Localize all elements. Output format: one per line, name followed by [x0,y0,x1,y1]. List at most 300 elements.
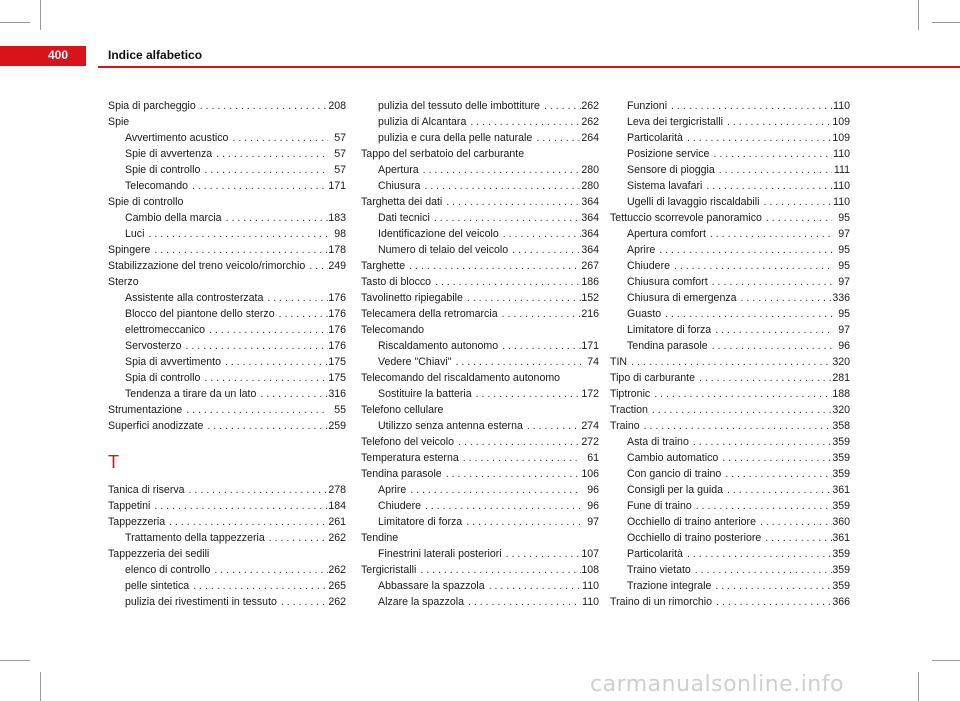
index-entry [361,290,599,306]
index-subentry [361,98,599,114]
index-entry [108,402,346,418]
entry-page-number: 57 [334,164,346,176]
entry-term: Chiusura [378,180,421,192]
dot-leader [761,530,832,546]
dot-leader [277,594,328,610]
dot-leader [661,306,832,322]
entry-page-number: 97 [838,228,850,240]
entry-page-number: 262 [328,564,346,576]
index-subentry [361,354,599,370]
index-subentry [610,514,850,530]
dot-leader [430,210,581,226]
index-entry [108,482,346,498]
entry-term: Tanica di riserva [108,484,185,496]
index-subentry [108,162,346,178]
index-column-3 [610,98,850,610]
index-subentry [610,162,850,178]
index-entry [610,354,850,370]
dot-leader [205,322,328,338]
index-entry [108,418,346,434]
entry-page-number: 95 [838,260,850,272]
dot-leader [144,226,328,242]
entry-page-number: 364 [581,228,599,240]
entry-page-number: 109 [832,116,850,128]
entry-term: Tappezzeria [108,516,166,528]
entry-page-number: 107 [581,548,599,560]
index-subentry [361,178,599,194]
dot-leader [466,114,581,130]
index-subentry [108,306,346,322]
entry-term: Avvertimento acustico [125,132,229,144]
entry-page-number: 262 [328,596,346,608]
dot-leader [683,546,832,562]
entry-term: Identificazione del veicolo [378,228,499,240]
index-subentry [610,274,850,290]
index-entry [361,466,599,482]
index-subentry [610,226,850,242]
index-entry [361,562,599,578]
entry-term: elenco di controllo [125,564,211,576]
index-subentry [361,578,599,594]
dot-leader [416,562,581,578]
index-subentry [610,114,850,130]
index-subentry [610,578,850,594]
dot-leader [212,146,328,162]
index-subentry [361,226,599,242]
dot-leader [502,546,581,562]
entry-page-number: 57 [334,148,346,160]
index-subentry [610,338,850,354]
entry-page-number: 249 [328,260,346,272]
index-subentry [361,338,599,354]
entry-term: Luci [125,228,145,240]
entry-term: Tendenza a tirare da un lato [125,388,257,400]
index-subentry [108,530,346,546]
entry-term: Aprire [627,244,656,256]
index-heading: Telecomando del riscaldamento autonomo [361,372,561,384]
entry-page-number: 176 [328,308,346,320]
entry-page-number: 110 [833,148,850,160]
entry-term: Sostituire la batteria [378,388,472,400]
dot-leader [188,178,328,194]
dot-leader [305,258,328,274]
dot-leader [695,370,832,386]
entry-page-number: 175 [328,372,346,384]
dot-leader [464,594,581,610]
crop-mark [40,0,41,30]
entry-term: Tendina parasole [361,468,442,480]
entry-page-number: 98 [334,228,346,240]
index-subentry [361,210,599,226]
entry-page-number: 176 [328,292,346,304]
index-subentry [610,322,850,338]
entry-term: Aprire [378,484,407,496]
entry-term: Spia di parcheggio [108,100,196,112]
dot-leader [165,514,328,530]
index-subentry [610,306,850,322]
entry-page-number: 359 [832,452,850,464]
dot-leader [523,418,581,434]
dot-leader [691,562,832,578]
crop-mark [918,672,919,701]
index-heading: Tappezzeria dei sedili [108,548,210,560]
entry-term: Particolarità [627,132,683,144]
dot-leader [655,242,832,258]
header-title-area [98,46,960,66]
dot-leader [670,258,832,274]
dot-leader [405,258,581,274]
index-subentry [610,562,850,578]
index-entry [108,242,346,258]
entry-page-number: 364 [581,244,599,256]
dot-leader [756,514,832,530]
index-subentry [610,258,850,274]
dot-leader [648,402,832,418]
entry-term: Trattamento della tappezzeria [125,532,265,544]
dot-leader [196,98,328,114]
index-entry [108,258,346,274]
index-entry [610,594,850,610]
index-entry [361,258,599,274]
index-entry [361,434,599,450]
dot-leader [472,386,581,402]
entry-page-number: 281 [832,372,850,384]
dot-leader [451,354,581,370]
entry-page-number: 55 [334,404,346,416]
index-subentry [361,386,599,402]
dot-leader [692,498,832,514]
entry-page-number: 272 [581,436,599,448]
entry-term: pulizia dei rivestimenti in tessuto [125,596,277,608]
entry-term: pulizia e cura della pelle naturale [378,132,533,144]
entry-term: Traino vietato [627,564,691,576]
entry-page-number: 359 [832,564,850,576]
entry-term: Blocco del piantone dello sterzo [125,308,275,320]
index-entry [361,306,599,322]
dot-leader [185,482,328,498]
entry-term: Spie di controllo [125,164,201,176]
dot-leader [721,466,832,482]
dot-leader [718,450,832,466]
entry-term: Occhiello di traino anteriore [627,516,756,528]
dot-leader [650,386,832,402]
entry-page-number: 96 [587,484,599,496]
entry-page-number: 265 [328,580,346,592]
index-heading: Spie di controllo [108,196,184,208]
header-gap [86,46,98,66]
dot-leader [182,402,328,418]
index-subentry [610,530,850,546]
entry-page-number: 262 [328,532,346,544]
index-column-2 [361,98,599,610]
entry-term: Tendina parasole [627,340,708,352]
entry-page-number: 176 [328,324,346,336]
index-subentry [108,370,346,386]
entry-page-number: 280 [581,164,599,176]
entry-page-number: 172 [581,388,599,400]
entry-term: Telecomando [125,180,189,192]
entry-page-number: 366 [832,596,850,608]
dot-leader [737,290,832,306]
entry-term: Spie di avvertenza [125,148,213,160]
dot-leader [498,306,581,322]
entry-page-number: 106 [581,468,599,480]
entry-page-number: 184 [328,500,346,512]
entry-page-number: 262 [581,116,599,128]
index-subentry [610,290,850,306]
entry-page-number: 95 [838,244,850,256]
index-heading: Tappo del serbatoio del carburante [361,148,525,160]
dot-leader [702,178,832,194]
entry-page-number: 110 [833,100,850,112]
entry-term: pulizia di Alcantara [378,116,467,128]
entry-term: Assistente alla controsterzata [125,292,264,304]
entry-term: Asta di traino [627,436,689,448]
index-heading: Spie [108,116,130,128]
index-subentry [610,242,850,258]
entry-page-number: 364 [581,196,599,208]
index-subentry [108,562,346,578]
index-subentry [610,434,850,450]
entry-term: Dati tecnici [378,212,430,224]
entry-term: Sistema lavafari [627,180,703,192]
section-letter: T [108,452,119,472]
entry-page-number: 320 [832,356,850,368]
dot-leader [182,338,328,354]
index-subentry [108,130,346,146]
entry-term: Posizione service [627,148,710,160]
entry-term: Tasto di blocco [361,276,432,288]
index-subentry [108,594,346,610]
entry-page-number: 364 [581,212,599,224]
entry-page-number: 61 [587,452,599,464]
entry-page-number: 216 [581,308,599,320]
entry-page-number: 261 [328,516,346,528]
crop-mark [932,660,960,661]
index-subentry [610,450,850,466]
entry-page-number: 278 [328,484,346,496]
dot-leader [419,162,581,178]
entry-term: Apertura comfort [627,228,706,240]
dot-leader [715,162,832,178]
entry-page-number: 95 [838,308,850,320]
entry-term: Guasto [627,308,662,320]
index-subentry [361,242,599,258]
dot-leader [532,130,581,146]
dot-leader [454,434,581,450]
entry-page-number: 359 [832,500,850,512]
entry-page-number: 360 [832,516,850,528]
dot-leader [667,98,832,114]
dot-leader [263,290,328,306]
entry-term: Fune di traino [627,500,692,512]
entry-page-number: 110 [582,596,599,608]
watermark: carmanualsonline.info [590,672,844,697]
dot-leader [709,146,832,162]
entry-term: Spia di avvertimento [125,356,221,368]
entry-term: Utilizzo senza antenna esterna [378,420,523,432]
dot-leader [540,98,581,114]
entry-page-number: 57 [334,132,346,144]
dot-leader [275,306,328,322]
entry-page-number: 361 [832,484,850,496]
crop-mark [932,22,960,23]
index-entry [108,98,346,114]
dot-leader [431,274,581,290]
index-subentry [361,514,599,530]
entry-term: Chiudere [378,500,421,512]
entry-page-number: 359 [832,468,850,480]
index-subentry [108,322,346,338]
entry-term: Cambio automatico [627,452,719,464]
entry-term: Telecamera della retromarcia [361,308,498,320]
entry-term: pelle sintetica [125,580,190,592]
dot-leader [189,578,328,594]
index-subentry [108,146,346,162]
entry-page-number: 108 [581,564,599,576]
entry-page-number: 96 [587,500,599,512]
entry-page-number: 110 [833,180,850,192]
entry-term: Cambio della marcia [125,212,222,224]
index-subentry [361,482,599,498]
dot-leader [762,210,832,226]
entry-page-number: 175 [328,356,346,368]
entry-term: TIN [610,356,628,368]
entry-term: Particolarità [627,548,683,560]
entry-term: Strumentazione [108,404,183,416]
dot-leader [463,290,581,306]
entry-page-number: 359 [832,436,850,448]
index-subentry [108,226,346,242]
dot-leader [711,578,832,594]
dot-leader [222,210,328,226]
dot-leader [265,530,328,546]
entry-term: Spia di controllo [125,372,201,384]
dot-leader [683,130,832,146]
entry-term: Leva dei tergicristalli [627,116,723,128]
entry-page-number: 152 [581,292,599,304]
entry-page-number: 267 [581,260,599,272]
entry-term: Vedere "Chiavi" [378,356,452,368]
entry-term: Tappetini [108,500,151,512]
index-subentry [108,338,346,354]
entry-term: Targhetta dei dati [361,196,443,208]
dot-leader [499,226,581,242]
entry-page-number: 262 [581,100,599,112]
entry-page-number: 178 [328,244,346,256]
header-rule [98,66,960,68]
crop-mark [918,0,919,30]
dot-leader [200,162,328,178]
entry-page-number: 97 [587,516,599,528]
entry-page-number: 336 [832,292,850,304]
dot-leader [498,338,581,354]
dot-leader [712,594,832,610]
entry-page-number: 176 [328,340,346,352]
entry-page-number: 188 [832,388,850,400]
entry-term: Chiusura di emergenza [627,292,737,304]
index-heading: Telecomando [361,324,425,336]
entry-term: Apertura [378,164,419,176]
dot-leader [150,498,328,514]
index-subentry [361,546,599,562]
entry-term: Traction [610,404,648,416]
index-subentry [361,418,599,434]
crop-mark [40,672,41,701]
entry-page-number: 171 [328,180,346,192]
dot-leader [708,274,832,290]
entry-term: Finestrini laterali posteriori [378,548,502,560]
index-subentry [610,546,850,562]
entry-page-number: 186 [581,276,599,288]
index-subentry [610,178,850,194]
index-entry [610,210,850,226]
dot-leader [723,114,832,130]
dot-leader [689,434,832,450]
entry-term: Chiudere [627,260,670,272]
entry-term: Tiptronic [610,388,651,400]
entry-term: Trazione integrale [627,580,712,592]
index-column-1 [108,98,346,610]
index-subentry [610,482,850,498]
entry-page-number: 208 [328,100,346,112]
index-subentry [610,130,850,146]
index-subentry [108,210,346,226]
crop-mark [0,22,30,23]
index-subentry [108,290,346,306]
entry-term: pulizia del tessuto delle imbottiture [378,100,540,112]
entry-page-number: 97 [838,324,850,336]
index-subentry [361,114,599,130]
page-number: 400 [47,48,69,62]
entry-term: Spingere [108,244,151,256]
index-entry [610,386,850,402]
index-entry [610,370,850,386]
entry-term: Sensore di pioggia [627,164,715,176]
entry-page-number: 183 [328,212,346,224]
index-subentry [361,498,599,514]
entry-page-number: 259 [328,420,346,432]
entry-term: Telefono del veicolo [361,436,455,448]
entry-term: Stabilizzazione del treno veicolo/rimorchio [108,260,306,272]
entry-page-number: 109 [832,132,850,144]
index-subentry [108,354,346,370]
entry-term: Tettuccio scorrevole panoramico [610,212,762,224]
entry-term: Temperatura esterna [361,452,459,464]
entry-page-number: 97 [838,276,850,288]
entry-page-number: 171 [581,340,599,352]
index-entry [108,498,346,514]
dot-leader [420,178,581,194]
dot-leader [627,354,832,370]
entry-term: Chiusura comfort [627,276,708,288]
dot-leader [760,194,833,210]
entry-term: Riscaldamento autonomo [378,340,499,352]
entry-page-number: 316 [328,388,346,400]
index-entry [108,514,346,530]
entry-page-number: 95 [838,212,850,224]
dot-leader [200,370,328,386]
entry-page-number: 320 [832,404,850,416]
entry-term: Traino di un rimorchio [610,596,713,608]
dot-leader [640,418,832,434]
entry-term: Servosterzo [125,340,182,352]
dot-leader [442,194,581,210]
index-subentry [361,130,599,146]
index-subentry [108,386,346,402]
entry-term: Numero di telaio del veicolo [378,244,509,256]
dot-leader [228,130,328,146]
